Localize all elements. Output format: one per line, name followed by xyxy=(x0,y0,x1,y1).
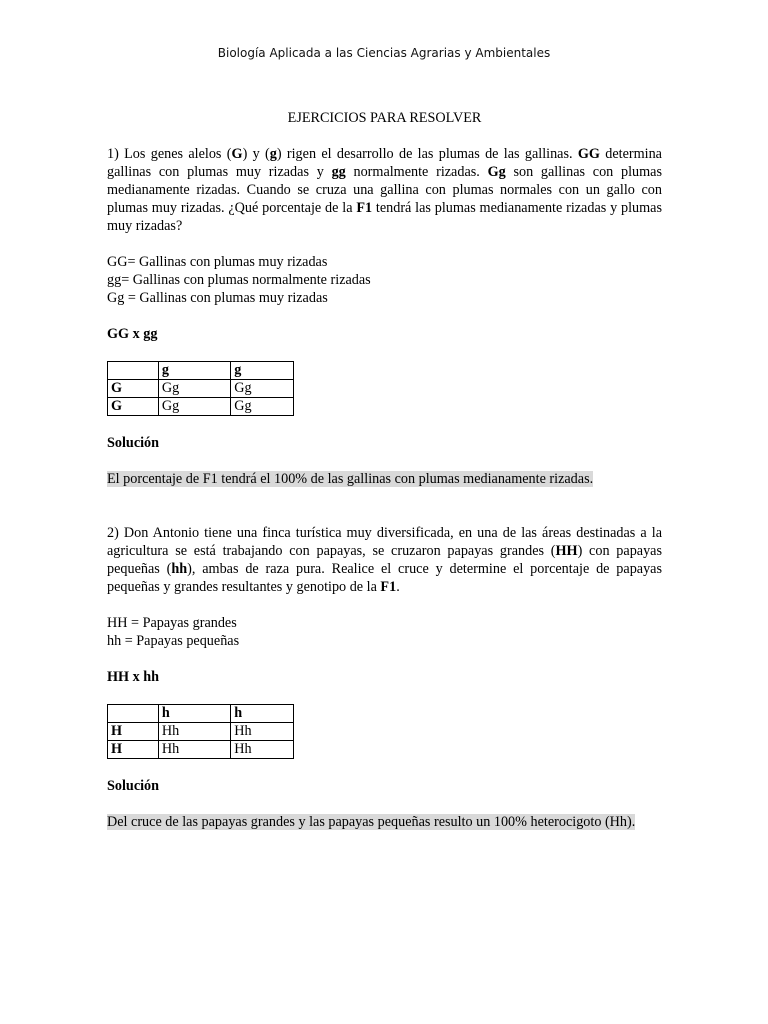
exercise-1-cross: GG x gg xyxy=(107,326,158,342)
highlighted-answer: Del cruce de las papayas grandes y las papayas pequeñas resulto un 100% heterocigoto (Hh). xyxy=(107,814,636,830)
table-cell: G xyxy=(108,398,159,416)
exercise-1-definition: gg= Gallinas con plumas normalmente rizadas xyxy=(107,272,371,288)
exercise-2-statement: 2) Don Antonio tiene una finca turística muy diversificada, en una de las áreas destinadas a la agricultura se está trabajando con papayas, se cruzaron papayas grandes (HH) con papayas pequeñas (hh), ambas de raza pura. Realice el cruce y determine el porcentaje de papayas pequeñas y grandes resultantes y genotipo de la F1. xyxy=(107,525,663,595)
table-cell: Gg xyxy=(158,398,230,416)
table-cell: Hh xyxy=(158,741,230,759)
table-row xyxy=(108,723,294,741)
table-row xyxy=(108,380,294,398)
table-header-row xyxy=(108,705,294,723)
exercise-2-punnett-table xyxy=(107,704,294,759)
exercise-1-punnett-table xyxy=(107,361,294,416)
table-row xyxy=(108,741,294,759)
exercise-2-definition: HH = Papayas grandes xyxy=(107,615,237,631)
table-cell: Gg xyxy=(231,398,294,416)
table-cell xyxy=(108,705,159,723)
table-cell: Gg xyxy=(231,380,294,398)
document-body xyxy=(107,109,662,831)
exercise-1-statement: 1) Los genes alelos (G) y (g) rigen el desarrollo de las plumas de las gallinas. GG determina gallinas con plumas muy rizadas y gg normalmente rizadas. Gg son gallinas con plumas medianamente rizadas. Cuando se cruza una gallina con plumas normales con un gallo con plumas muy rizadas. ¿Qué porcentaje de la F1 tendrá las plumas medianamente rizadas y plumas muy rizadas? xyxy=(107,146,662,234)
table-cell: H xyxy=(108,723,159,741)
table-cell: Gg xyxy=(158,380,230,398)
table-cell xyxy=(108,362,159,380)
exercise-1-definition: Gg = Gallinas con plumas muy rizadas xyxy=(107,290,328,306)
exercise-1-solution xyxy=(107,470,662,488)
exercise-2-cross: HH x hh xyxy=(107,669,160,685)
page-title: EJERCICIOS PARA RESOLVER xyxy=(287,110,482,126)
exercise-2-solution-label: Solución xyxy=(107,778,160,794)
table-cell: h xyxy=(158,705,230,723)
table-cell: H xyxy=(108,741,159,759)
table-header-row xyxy=(108,362,294,380)
table-cell: G xyxy=(108,380,159,398)
exercise-2-solution xyxy=(107,813,662,831)
table-cell: Hh xyxy=(158,723,230,741)
table-row xyxy=(108,398,294,416)
table-cell: Hh xyxy=(231,741,294,759)
exercise-1-definition: GG= Gallinas con plumas muy rizadas xyxy=(107,254,328,270)
table-cell: h xyxy=(231,705,294,723)
running-header: Biología Aplicada a las Ciencias Agrarias y Ambientales xyxy=(217,46,551,60)
table-cell: g xyxy=(231,362,294,380)
exercise-1-solution-label: Solución xyxy=(107,435,160,451)
exercise-2-definition: hh = Papayas pequeñas xyxy=(107,633,240,649)
highlighted-answer: El porcentaje de F1 tendrá el 100% de las gallinas con plumas medianamente rizadas. xyxy=(107,471,594,487)
table-cell: g xyxy=(158,362,230,380)
table-cell: Hh xyxy=(231,723,294,741)
